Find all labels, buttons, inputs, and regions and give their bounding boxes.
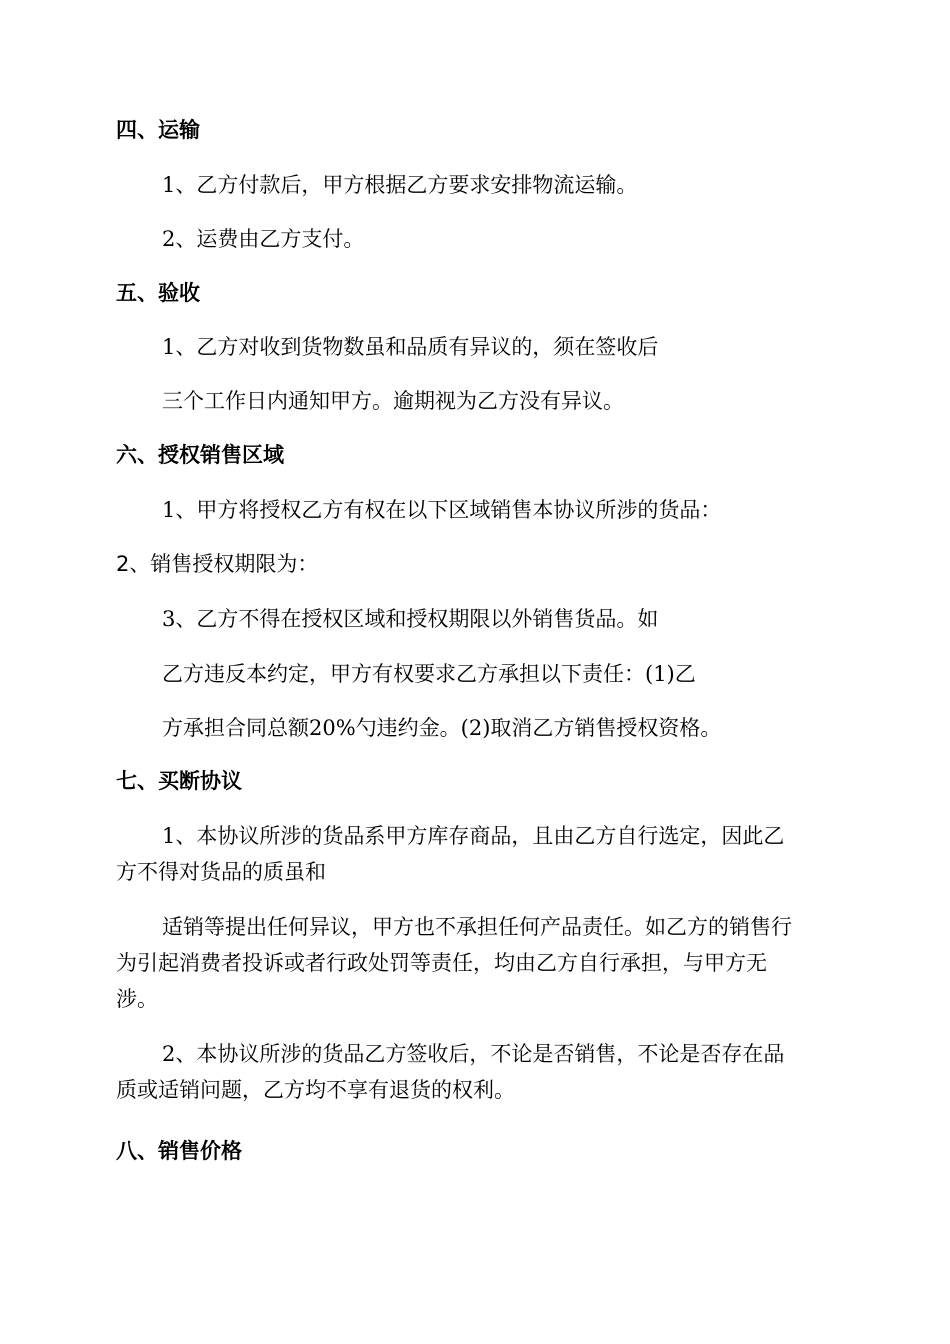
section-heading: 四、运输 <box>116 118 200 142</box>
paragraph-line: 质或适销问题，乙方均不享有退货的权利。 <box>116 1078 515 1102</box>
paragraph-line: 乙方违反本约定，甲方有权要求乙方承担以下责任：(1)乙 <box>162 662 696 686</box>
paragraph-line: 三个工作日内通知甲方。逾期视为乙方没有异议。 <box>162 389 624 413</box>
paragraph-line: 1、乙方对收到货物数虽和品质有异议的，须在签收后 <box>162 335 659 359</box>
paragraph-line: 方承担合同总额20%勺违约金。(2)取消乙方销售授权资格。 <box>162 716 722 740</box>
section-heading: 六、授权销售区域 <box>116 443 284 467</box>
paragraph-line: 1、本协议所涉的货品系甲方库存商品，且由乙方自行选定，因此乙 <box>162 824 785 848</box>
paragraph-line: 适销等提出任何异议，甲方也不承担任何产品责任。如乙方的销售行 <box>162 915 792 939</box>
paragraph-line: 2、运费由乙方支付。 <box>162 227 365 251</box>
section-heading: 八、销售价格 <box>116 1139 242 1163</box>
paragraph-line: 1、乙方付款后，甲方根据乙方要求安排物流运输。 <box>162 173 638 197</box>
section-heading: 七、买断协议 <box>116 769 242 793</box>
paragraph-line: 涉。 <box>116 987 158 1011</box>
paragraph-line: 2、本协议所涉的货品乙方签收后，不论是否销售，不论是否存在品 <box>162 1042 785 1066</box>
paragraph-line: 为引起消费者投诉或者行政处罚等责任，均由乙方自行承担，与甲方无 <box>116 951 767 975</box>
paragraph-line: 1、甲方将授权乙方有权在以下区域销售本协议所涉的货品： <box>162 498 722 522</box>
section-heading: 五、验收 <box>116 281 200 305</box>
paragraph-line: 方不得对货品的质虽和 <box>116 860 326 884</box>
paragraph-line: 2、销售授权期限为： <box>116 552 319 576</box>
paragraph-line: 3、乙方不得在授权区域和授权期限以外销售货品。如 <box>162 607 659 631</box>
